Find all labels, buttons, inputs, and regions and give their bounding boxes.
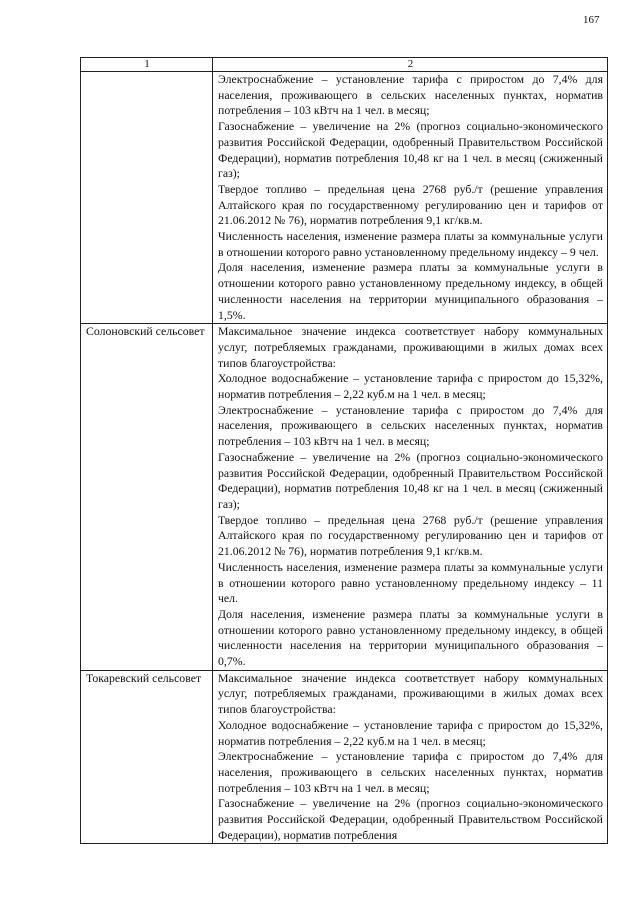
paragraph: Доля населения, изменение размера платы за коммунальные услуги в отношении которого равно установленному предельному индексу, в общей численности населения на территории муниципального образования – 0,7%. <box>218 606 603 669</box>
page-number: 167 <box>583 14 600 26</box>
column-header-2: 2 <box>213 58 608 72</box>
municipality-cell: Токаревский сельсовет <box>81 670 213 844</box>
column-header-1: 1 <box>81 58 213 72</box>
table-row <box>81 670 608 844</box>
table-header-row <box>81 58 608 72</box>
municipality-cell: Солоновский сельсовет <box>81 324 213 670</box>
paragraph: Максимальное значение индекса соответствует набору коммунальных услуг, потребляемых гражданами, проживающими в жилых домах всех типов благоустройства: <box>218 324 603 370</box>
paragraph: Доля населения, изменение размера платы за коммунальные услуги в отношении которого равно установленному предельному индексу, в общей численности населения на территории муниципального образования – 1,5%. <box>218 260 603 322</box>
paragraph: Холодное водоснабжение – установление тарифа с приростом до 15,32%, норматив потребления – 2,22 куб.м на 1 чел. в месяц; <box>218 717 603 748</box>
paragraph: Численность населения, изменение размера платы за коммунальные услуги в отношении которого равно установленному предельному индексу – 9 чел. <box>218 229 603 259</box>
paragraph: Численность населения, изменение размера платы за коммунальные услуги в отношении которого равно установленному предельному индексу – 11 чел. <box>218 559 603 606</box>
table-row <box>81 72 608 324</box>
description-cell <box>213 324 608 670</box>
description-cell <box>213 72 608 324</box>
indicator-table <box>80 57 608 844</box>
paragraph: Газоснабжение – увеличение на 2% (прогноз социально-экономического развития Российской Федерации, одобренный Правительством Российской Федерации), норматив потребления 10,48 кг на 1 чел. в месяц (сжиженный газ); <box>218 449 603 511</box>
paragraph: Холодное водоснабжение – установление тарифа с приростом до 15,32%, норматив потребления – 2,22 куб.м на 1 чел. в месяц; <box>218 371 603 402</box>
paragraph: Электроснабжение – установление тарифа с приростом до 7,4% для населения, проживающего в сельских населенных пунктах, норматив потребления – 103 кВтч на 1 чел. в месяц; <box>218 749 603 795</box>
table-row <box>81 324 608 670</box>
paragraph: Максимальное значение индекса соответствует набору коммунальных услуг, потребляемых гражданами, проживающими в жилых домах всех типов благоустройства: <box>218 670 603 717</box>
paragraph: Твердое топливо – предельная цена 2768 руб./т (решение управления Алтайского края по государственному регулированию цен и тарифов от 21.06.2012 № 76), норматив потребления 9,1 кг/кв.м. <box>218 181 603 228</box>
paragraph: Газоснабжение – увеличение на 2% (прогноз социально-экономического развития Российской Федерации, одобренный Правительством Российской Федерации), норматив потребления <box>218 796 603 842</box>
description-cell <box>213 670 608 844</box>
municipality-cell <box>81 72 213 324</box>
paragraph: Электроснабжение – установление тарифа с приростом до 7,4% для населения, проживающего в сельских населенных пунктах, норматив потребления – 103 кВтч на 1 чел. в месяц; <box>218 402 603 449</box>
paragraph: Электроснабжение – установление тарифа с приростом до 7,4% для населения, проживающего в сельских населенных пунктах, норматив потребления – 103 кВтч на 1 чел. в месяц; <box>218 72 603 118</box>
paragraph: Газоснабжение – увеличение на 2% (прогноз социально-экономического развития Российской Федерации, одобренный Правительством Российской Федерации), норматив потребления 10,48 кг на 1 чел. в месяц (сжиженный газ); <box>218 119 603 181</box>
paragraph: Твердое топливо – предельная цена 2768 руб./т (решение управления Алтайского края по государственному регулированию цен и тарифов от 21.06.2012 № 76), норматив потребления 9,1 кг/кв.м. <box>218 512 603 559</box>
